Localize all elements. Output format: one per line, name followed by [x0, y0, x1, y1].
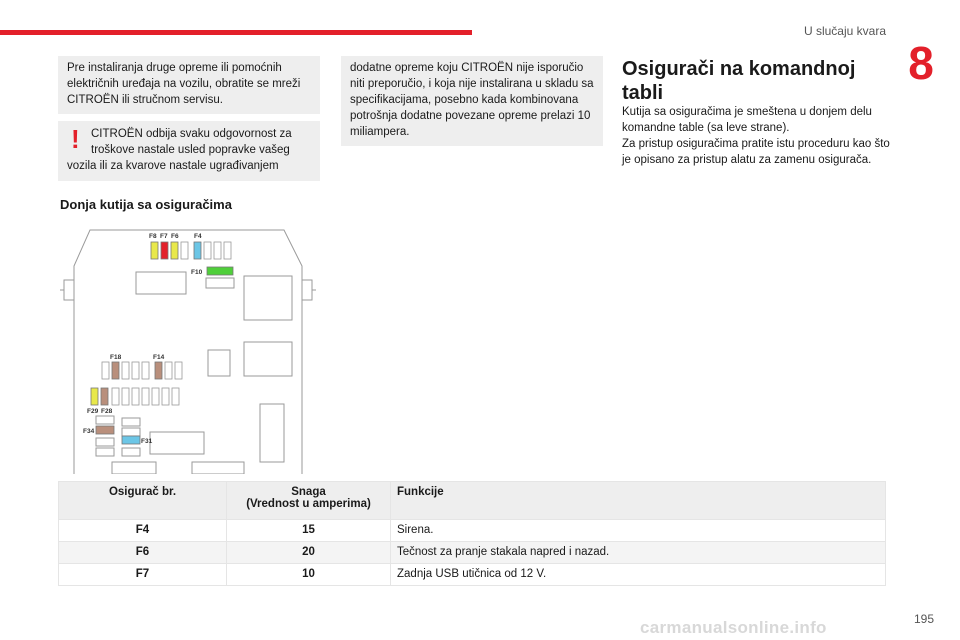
cell-amps: 15 — [227, 520, 391, 542]
continuation-note-text: dodatne opreme koju CITROËN nije isporučio niti preporučio, i koja nije instalirana u skladu sa specifikacijama, posebno kada kombinovana potrošnja dodatne povezane opreme prelazi 10 miliampera. — [350, 62, 594, 138]
middle-fuse-row — [102, 362, 182, 379]
fuse-table-header — [59, 482, 886, 520]
fuse-f28 — [101, 388, 108, 405]
dashboard-para2: Za pristup osiguračima pratite istu proceduru kao što je opisano za pristup alatu za zamenu osigurača. — [622, 138, 890, 166]
label-f4: F4 — [194, 233, 202, 240]
header-amperage — [227, 482, 391, 520]
fuse-table — [58, 481, 886, 586]
label-f8: F8 — [149, 233, 157, 240]
cell-fuse: F6 — [59, 542, 227, 564]
cell-amps: 10 — [227, 564, 391, 586]
fuse-f6 — [171, 242, 178, 259]
watermark: carmanualsonline.info — [640, 618, 827, 637]
header-amperage-line2: (Vrednost u amperima) — [246, 498, 371, 510]
fuse-f31 — [122, 436, 140, 444]
left-clip — [64, 280, 74, 300]
label-f6: F6 — [171, 233, 179, 240]
fuse-f8 — [151, 242, 158, 259]
label-f7: F7 — [160, 233, 168, 240]
section-title: U slučaju kvara — [803, 24, 886, 38]
label-f28: F28 — [101, 408, 113, 415]
label-f14: F14 — [153, 354, 165, 361]
warning-note — [58, 121, 320, 181]
label-f18: F18 — [110, 354, 122, 361]
table-row — [59, 542, 886, 564]
fuse-f10 — [207, 267, 233, 275]
dashboard-fuses-heading: Osigurači na komandnoj tabli — [622, 58, 856, 104]
label-f34: F34 — [83, 428, 95, 435]
fuse-f4 — [194, 242, 201, 259]
label-f10: F10 — [191, 269, 203, 276]
cell-function: Sirena. — [391, 520, 886, 542]
lower-fusebox-diagram — [60, 222, 330, 474]
right-clip — [302, 280, 312, 300]
exclamation-icon: ! — [71, 124, 80, 154]
top-accent-bar — [0, 30, 472, 35]
cell-function: Zadnja USB utičnica od 12 V. — [391, 564, 886, 586]
dashboard-para1: Kutija sa osiguračima je smeštena u donjem delu komandne table (sa leve strane). — [622, 106, 872, 134]
warning-text-line1: CITROËN odbija svaku odgovornost za troškove nastale usled popravke vašeg — [91, 128, 292, 156]
housing-outline — [74, 230, 302, 474]
cell-fuse: F4 — [59, 520, 227, 542]
fuse-f14 — [155, 362, 162, 379]
cell-amps: 20 — [227, 542, 391, 564]
chapter-number: 8 — [908, 37, 934, 89]
dashboard-fuses-text — [622, 104, 892, 168]
header-amperage-line1: Snaga — [291, 486, 326, 498]
cell-fuse: F7 — [59, 564, 227, 586]
info-note-text: Pre instaliranja druge opreme ili pomoćnih električnih uređaja na vozilu, obratite se mreži CITROËN ili stručnom servisu. — [67, 62, 301, 106]
label-f29: F29 — [87, 408, 99, 415]
fuse-f29 — [91, 388, 98, 405]
header-functions: Funkcije — [391, 482, 886, 520]
lower-fusebox-heading: Donja kutija sa osiguračima — [60, 197, 232, 212]
table-row — [59, 520, 886, 542]
fuse-f7 — [161, 242, 168, 259]
header-fuse-number: Osigurač br. — [59, 482, 227, 520]
fuse-f34 — [96, 426, 114, 434]
fuse-f18 — [112, 362, 119, 379]
page-number: 195 — [913, 612, 934, 626]
label-f31: F31 — [141, 438, 153, 445]
info-note — [58, 56, 320, 114]
continuation-note — [341, 56, 603, 146]
warning-text-line2: vozila ili za kvarove nastale ugrađivanjem — [67, 160, 279, 172]
cell-function: Tečnost za pranje stakala napred i nazad. — [391, 542, 886, 564]
table-row — [59, 564, 886, 586]
